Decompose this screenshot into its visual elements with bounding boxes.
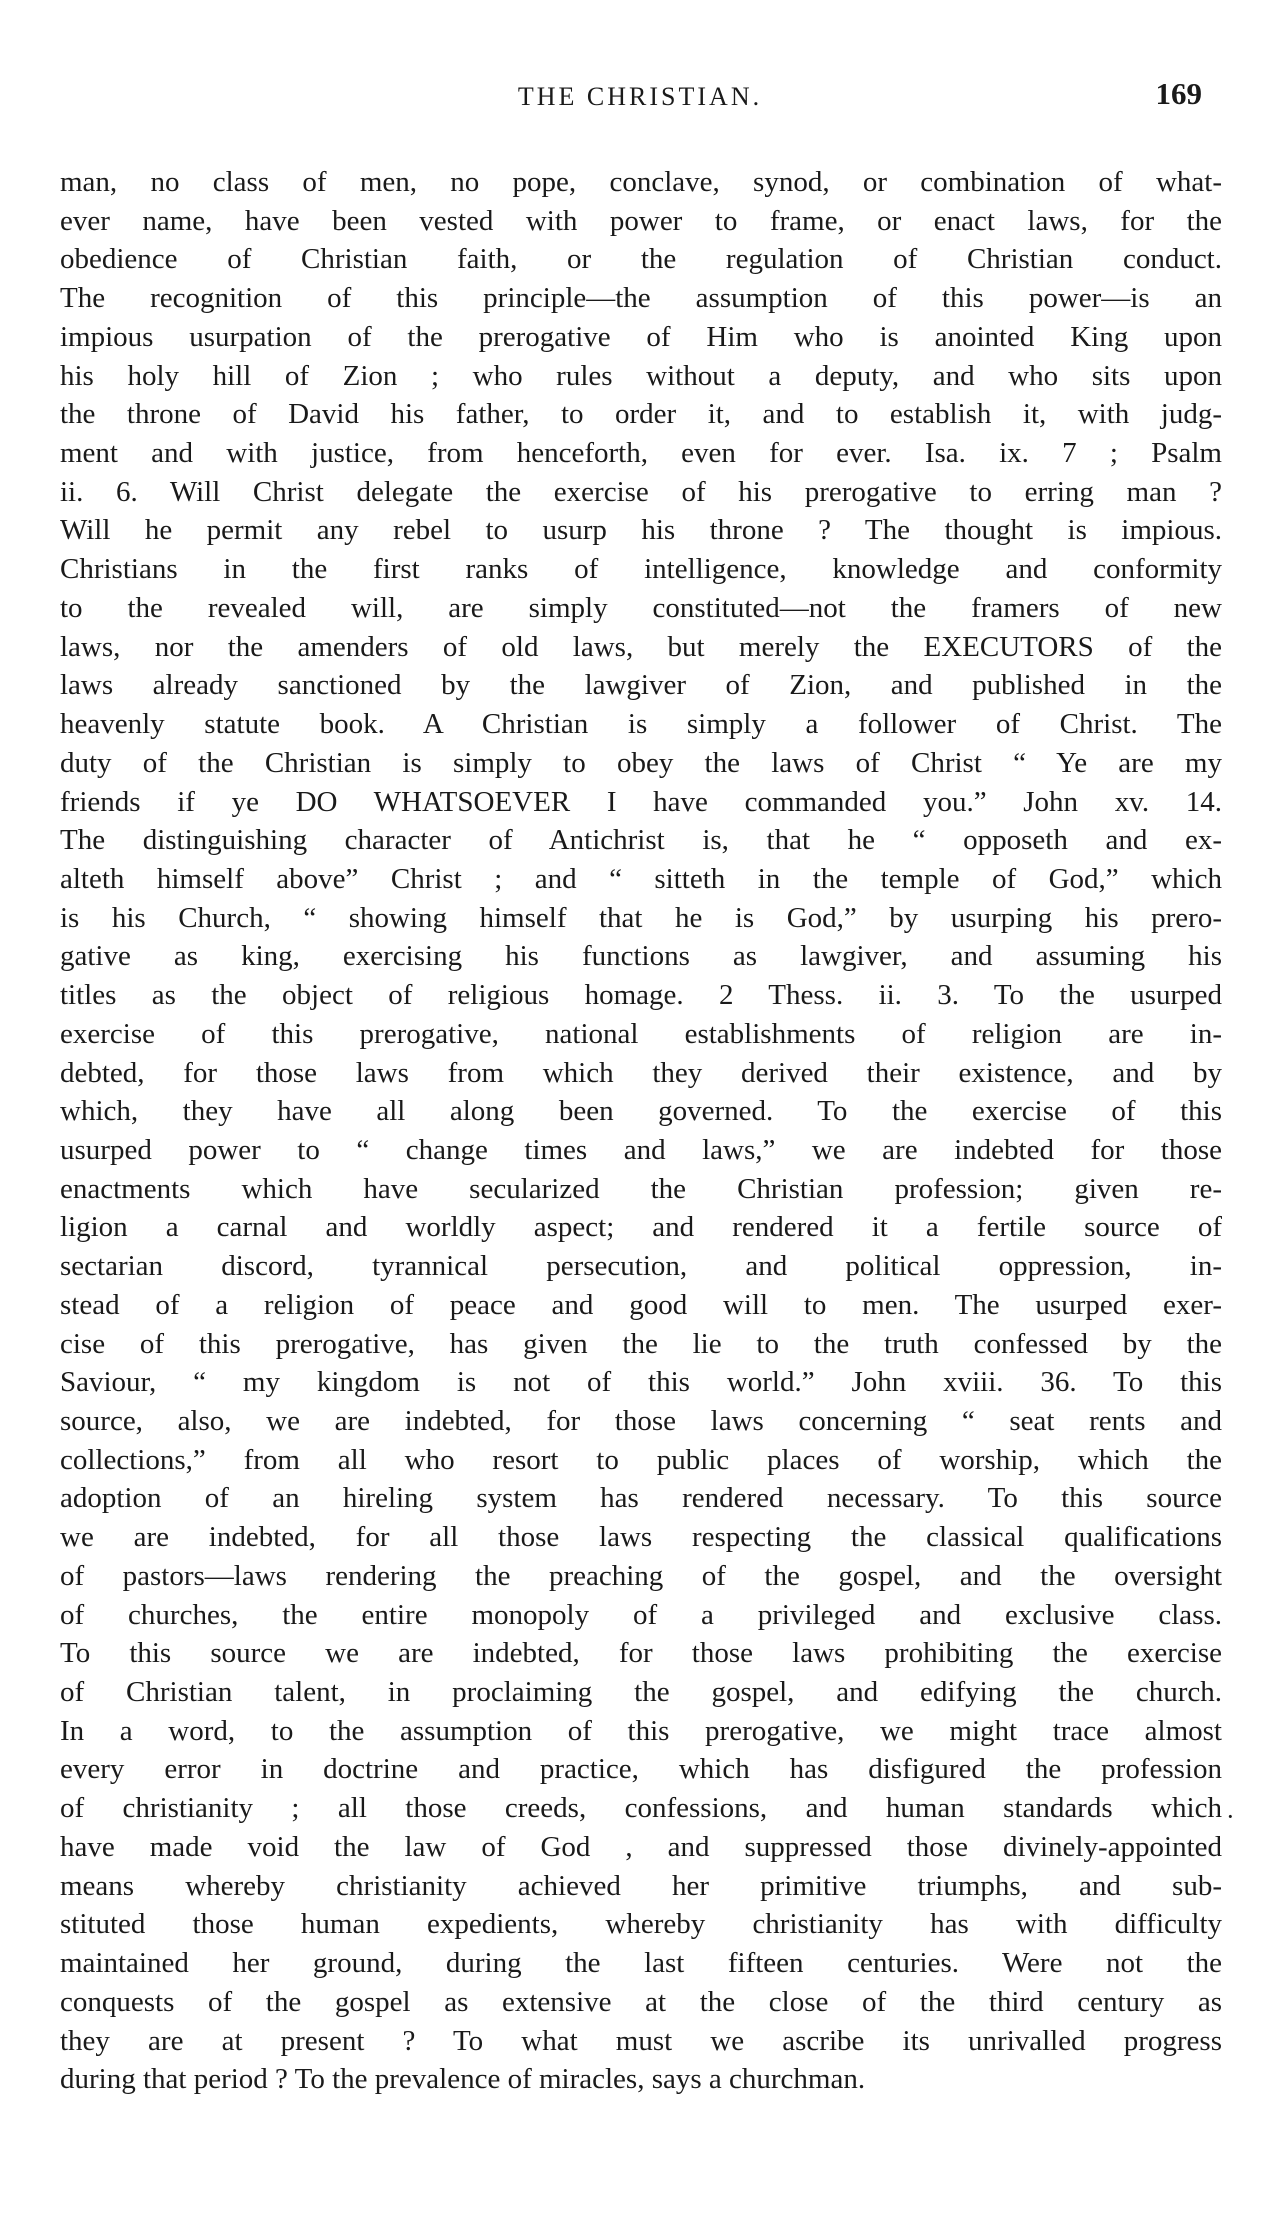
text-line: source, also, we are indebted, for those laws concerning “ seat rents and [60, 1405, 1222, 1437]
body-text [60, 163, 1222, 2099]
text-line: stituted those human expedients, whereby christianity has with difficulty [60, 1908, 1222, 1941]
text-line: To this source we are indebted, for those laws prohibiting the exercise [60, 1637, 1222, 1670]
text-line: usurped power to “ change times and laws,” we are indebted for those [60, 1133, 1222, 1166]
page-number: 169 [1155, 76, 1202, 111]
text-line: Will he permit any rebel to usurp his throne ? The thought is impious. [60, 514, 1222, 547]
text-line: they are at present ? To what must we ascribe its unrivalled progress [60, 2024, 1222, 2057]
text-line: duty of the Christian is simply to obey the laws of Christ “ Ye are my [60, 746, 1222, 779]
text-line: impious usurpation of the prerogative of Him who is anointed King upon [60, 320, 1222, 353]
text-line: sectarian discord, tyrannical persecution, and political oppression, in- [60, 1250, 1222, 1283]
text-line: we are indebted, for all those laws respecting the classical qualifications [60, 1521, 1222, 1554]
text-line: ever name, have been vested with power to frame, or enact laws, for the [60, 204, 1222, 237]
text-line: cise of this prerogative, has given the lie to the truth confessed by the [60, 1327, 1222, 1360]
text-line: laws, nor the amenders of old laws, but merely the EXECUTORS of the [60, 630, 1222, 663]
page-header [60, 76, 1220, 122]
text-line: of churches, the entire monopoly of a privileged and exclusive class. [60, 1598, 1222, 1631]
text-line: of christianity ; all those creeds, confessions, and human standards which [60, 1792, 1222, 1825]
text-line: alteth himself above” Christ ; and “ sitteth in the temple of God,” which [60, 862, 1222, 895]
text-line: The recognition of this principle—the assumption of this power—is an [60, 282, 1222, 315]
text-line: to the revealed will, are simply constituted—not the framers of new [60, 591, 1222, 624]
text-line: every error in doctrine and practice, which has disfigured the profession [60, 1753, 1222, 1786]
running-head: THE CHRISTIAN. [517, 82, 763, 111]
text-line: his holy hill of Zion ; who rules without a deputy, and who sits upon [60, 359, 1222, 392]
text-line: obedience of Christian faith, or the regulation of Christian conduct. [60, 243, 1222, 276]
text-line: during that period ? To the prevalence of miracles, says a churchman. [60, 2063, 866, 2096]
text-line: titles as the object of religious homage. 2 Thess. ii. 3. To the usurped [60, 979, 1222, 1012]
text-line: of Christian talent, in proclaiming the gospel, and edifying the church. [60, 1676, 1222, 1709]
text-line: which, they have all along been governed. To the exercise of this [60, 1095, 1222, 1128]
text-line: is his Church, “ showing himself that he is God,” by usurping his prero- [60, 901, 1222, 934]
text-line: debted, for those laws from which they derived their existence, and by [60, 1056, 1222, 1089]
text-line: man, no class of men, no pope, conclave, synod, or combination of what- [60, 166, 1222, 198]
text-line: heavenly statute book. A Christian is simply a follower of Christ. The [60, 708, 1222, 741]
text-line: ligion a carnal and worldly aspect; and rendered it a fertile source of [60, 1211, 1222, 1244]
text-line: friends if ye DO WHATSOEVER I have commanded you.” John xv. 14. [60, 785, 1222, 818]
text-line: adoption of an hireling system has rendered necessary. To this source [60, 1482, 1222, 1515]
text-line: laws already sanctioned by the lawgiver of Zion, and published in the [60, 669, 1222, 702]
text-line: conquests of the gospel as extensive at the close of the third century as [60, 1985, 1222, 2018]
text-line: maintained her ground, during the last fifteen centuries. Were not the [60, 1947, 1222, 1980]
text-line: collections,” from all who resort to public places of worship, which the [60, 1443, 1222, 1476]
text-line: of pastors—laws rendering the preaching of the gospel, and the oversight [60, 1559, 1222, 1592]
text-line: enactments which have secularized the Christian profession; given re- [60, 1172, 1222, 1205]
text-line: have made void the law of God , and suppressed those divinely-appointed [60, 1830, 1222, 1863]
text-line: ment and with justice, from henceforth, even for ever. Isa. ix. 7 ; Psalm [60, 437, 1222, 470]
text-line: In a word, to the assumption of this prerogative, we might trace almost [60, 1714, 1222, 1747]
text-line: ii. 6. Will Christ delegate the exercise of his prerogative to erring man ? [60, 475, 1222, 508]
text-line: exercise of this prerogative, national establishments of religion are in- [60, 1017, 1222, 1050]
margin-mark: · [1226, 1802, 1235, 1831]
text-line: means whereby christianity achieved her primitive triumphs, and sub- [60, 1869, 1222, 1902]
text-line: the throne of David his father, to order it, and to establish it, with judg- [60, 398, 1222, 431]
text-line: The distinguishing character of Antichrist is, that he “ opposeth and ex- [60, 824, 1222, 857]
text-line: stead of a religion of peace and good will to men. The usurped exer- [60, 1288, 1222, 1321]
text-line: Saviour, “ my kingdom is not of this world.” John xviii. 36. To this [60, 1366, 1222, 1399]
text-line: gative as king, exercising his functions as lawgiver, and assuming his [60, 940, 1222, 973]
text-line: Christians in the first ranks of intelligence, knowledge and conformity [60, 553, 1222, 586]
